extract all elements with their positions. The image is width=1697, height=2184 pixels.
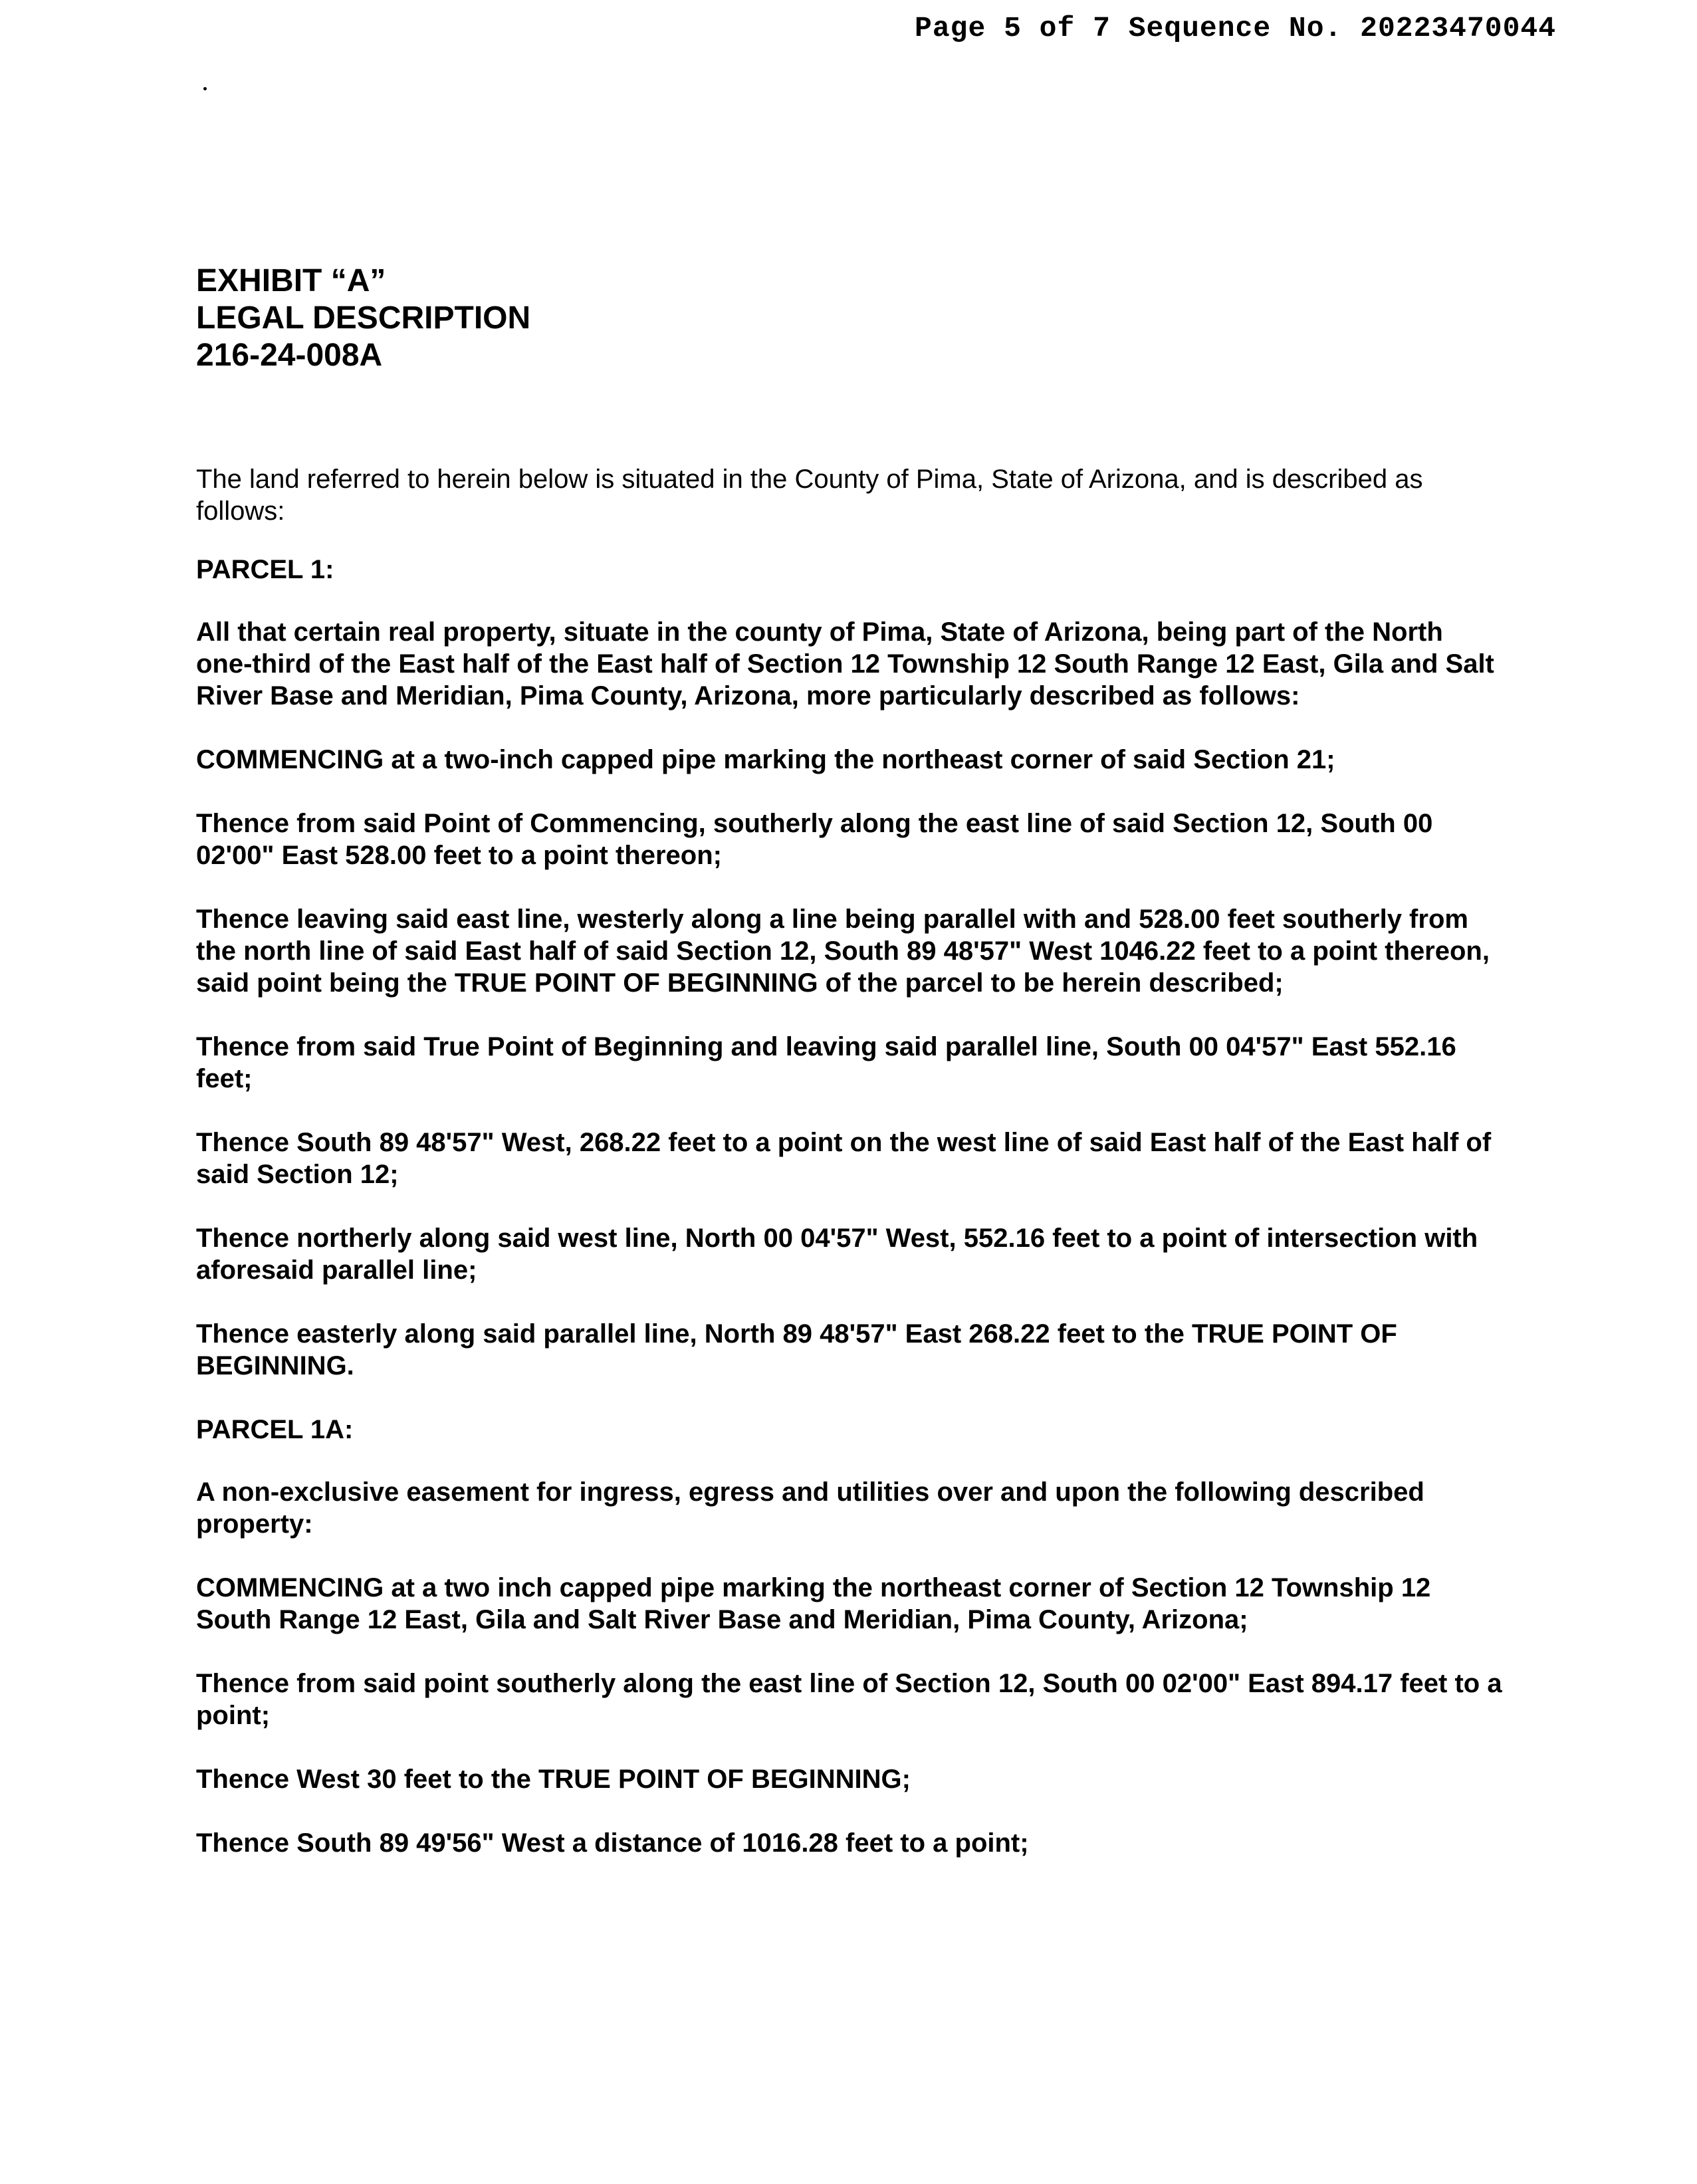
parcel-number: 216-24-008A <box>196 338 383 373</box>
parcel-1a-paragraph: COMMENCING at a two inch capped pipe marking the northeast corner of Section 12 Township 12 South Range 12 East, Gila and Salt River Base and Meridian, Pima County, Arizona; <box>196 1573 1431 1634</box>
parcel-1a-heading: PARCEL 1A: <box>196 1415 354 1444</box>
exhibit-title: EXHIBIT “A” <box>196 263 386 298</box>
document-title <box>196 263 1506 374</box>
parcel-1-paragraph: Thence from said True Point of Beginning and leaving said parallel line, South 00 04'57" East 552.16 feet; <box>196 1032 1456 1093</box>
parcel-1-paragraph: Thence easterly along said parallel line, North 89 48'57" East 268.22 feet to the TRUE POINT OF BEGINNING. <box>196 1319 1397 1380</box>
parcel-1a-paragraph: A non-exclusive easement for ingress, egress and utilities over and upon the following described property: <box>196 1477 1424 1539</box>
legal-description-title: LEGAL DESCRIPTION <box>196 300 531 336</box>
parcel-1a-paragraph: Thence from said point southerly along the east line of Section 12, South 00 02'00" East 894.17 feet to a point; <box>196 1669 1502 1730</box>
parcel-1-paragraph: Thence South 89 48'57" West, 268.22 feet to a point on the west line of said East half of the East half of said Section 12; <box>196 1128 1492 1189</box>
parcel-1-paragraph: All that certain real property, situate in the county of Pima, State of Arizona, being part of the North one-third of the East half of the East half of Section 12 Township 12 South Range 12 East, Gila and Salt River Base and Meridian, Pima County, Arizona, more particularly described as follows: <box>196 617 1494 710</box>
intro-paragraph: The land referred to herein below is situated in the County of Pima, State of Arizona, and is described as follows: <box>196 465 1423 526</box>
parcel-1-paragraph: Thence leaving said east line, westerly along a line being parallel with and 528.00 feet southerly from the north line of said East half of said Section 12, South 89 48'57" West 1046.22 feet to a point thereon, said point being the TRUE POINT OF BEGINNING of the parcel to be herein described; <box>196 905 1490 998</box>
page-header: Page 5 of 7 Sequence No. 20223470044 <box>915 12 1556 45</box>
parcel-1-heading: PARCEL 1: <box>196 555 334 584</box>
parcel-1a-paragraph: Thence West 30 feet to the TRUE POINT OF BEGINNING; <box>196 1765 911 1794</box>
parcel-1-paragraph: Thence from said Point of Commencing, southerly along the east line of said Section 12, South 00 02'00" East 528.00 feet to a point thereon; <box>196 809 1433 870</box>
parcel-1-paragraph: COMMENCING at a two-inch capped pipe marking the northeast corner of said Section 21; <box>196 745 1335 774</box>
stray-dot <box>203 87 207 90</box>
document-body <box>196 263 1506 1891</box>
parcel-1a-paragraph: Thence South 89 49'56" West a distance of 1016.28 feet to a point; <box>196 1828 1029 1858</box>
parcel-1-paragraph: Thence northerly along said west line, North 00 04'57" West, 552.16 feet to a point of intersection with aforesaid parallel line; <box>196 1224 1478 1285</box>
